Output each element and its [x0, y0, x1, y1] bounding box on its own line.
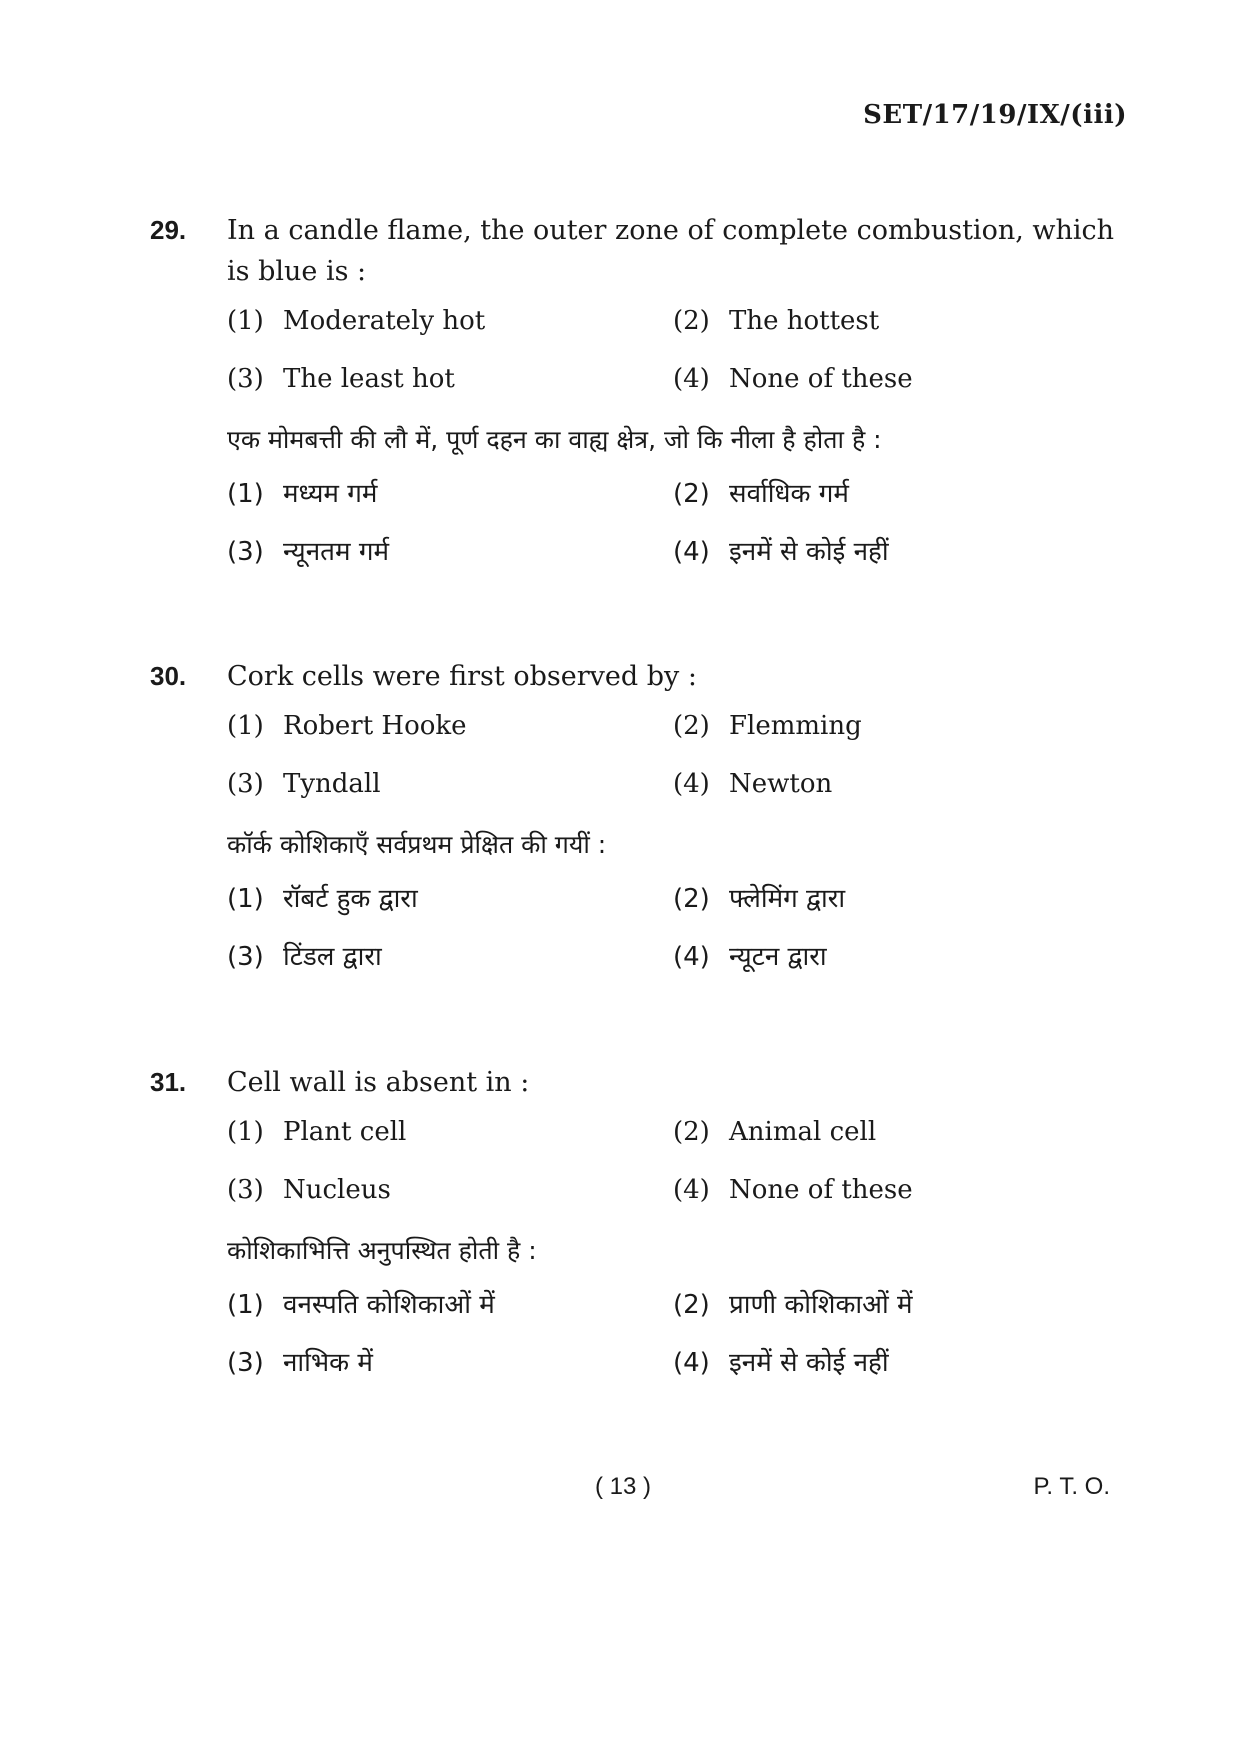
hindi-option-1: (1) मध्यम गर्म [227, 479, 378, 509]
option-3: (3) Tyndall [227, 769, 381, 799]
option-3: (3) Nucleus [227, 1175, 391, 1205]
option-row [150, 755, 1140, 813]
hindi-option-4: (4) इनमें से कोई नहीं [673, 1348, 889, 1378]
question-text: In a candle flame, the outer zone of complete combustion, which is blue is : [227, 215, 1115, 287]
hindi-question-text: एक मोमबत्ती की लौ में, पूर्ण दहन का वाह्य क्षेत्र, जो कि नीला है होता है : [227, 425, 882, 454]
hindi-question-text: कोशिकाभित्ति अनुपस्थित होती है : [227, 1236, 537, 1265]
option-row [150, 1103, 1140, 1161]
option-row [150, 292, 1140, 350]
question-30 [150, 656, 1140, 981]
hindi-option-row [150, 923, 1140, 981]
option-row [150, 350, 1140, 408]
hindi-option-2: (2) फ्लेमिंग द्वारा [673, 884, 846, 914]
option-2: (2) Animal cell [673, 1117, 877, 1147]
pto-label: P. T. O. [1033, 1473, 1110, 1500]
page-number: ( 13 ) [595, 1473, 652, 1500]
hindi-option-2: (2) प्राणी कोशिकाओं में [673, 1290, 913, 1320]
question-31 [150, 1062, 1140, 1387]
hindi-option-4: (4) इनमें से कोई नहीं [673, 537, 889, 567]
option-1: (1) Robert Hooke [227, 711, 467, 741]
question-number: 31. [150, 1067, 187, 1097]
option-4: (4) Newton [673, 769, 833, 799]
option-row [150, 697, 1140, 755]
hindi-question-text: कॉर्क कोशिकाएँ सर्वप्रथम प्रेक्षित की गयीं : [227, 830, 607, 859]
hindi-option-3: (3) न्यूनतम गर्म [227, 537, 389, 567]
set-code: SET/17/19/IX/(iii) [863, 100, 1127, 130]
hindi-option-1: (1) रॉबर्ट हुक द्वारा [227, 884, 418, 914]
option-3: (3) The least hot [227, 364, 455, 394]
hindi-option-2: (2) सर्वाधिक गर्म [673, 479, 849, 509]
option-1: (1) Plant cell [227, 1117, 407, 1147]
question-header [150, 210, 1140, 292]
hindi-option-3: (3) नाभिक में [227, 1348, 373, 1378]
question-header [150, 656, 1140, 697]
option-1: (1) Moderately hot [227, 306, 486, 336]
hindi-option-row [150, 1329, 1140, 1387]
hindi-option-4: (4) न्यूटन द्वारा [673, 942, 827, 972]
option-4: (4) None of these [673, 364, 913, 394]
question-header [150, 1062, 1140, 1103]
question-29 [150, 210, 1140, 576]
hindi-option-3: (3) टिंडल द्वारा [227, 942, 382, 972]
question-number: 30. [150, 661, 187, 691]
hindi-option-row [150, 865, 1140, 923]
option-2: (2) The hottest [673, 306, 880, 336]
question-text: Cork cells were first observed by : [227, 661, 697, 692]
hindi-option-1: (1) वनस्पति कोशिकाओं में [227, 1290, 495, 1320]
question-number: 29. [150, 215, 187, 245]
hindi-option-row [150, 518, 1140, 576]
option-2: (2) Flemming [673, 711, 862, 741]
option-row [150, 1161, 1140, 1219]
question-text: Cell wall is absent in : [227, 1067, 530, 1098]
option-4: (4) None of these [673, 1175, 913, 1205]
hindi-option-row [150, 1271, 1140, 1329]
hindi-option-row [150, 460, 1140, 518]
